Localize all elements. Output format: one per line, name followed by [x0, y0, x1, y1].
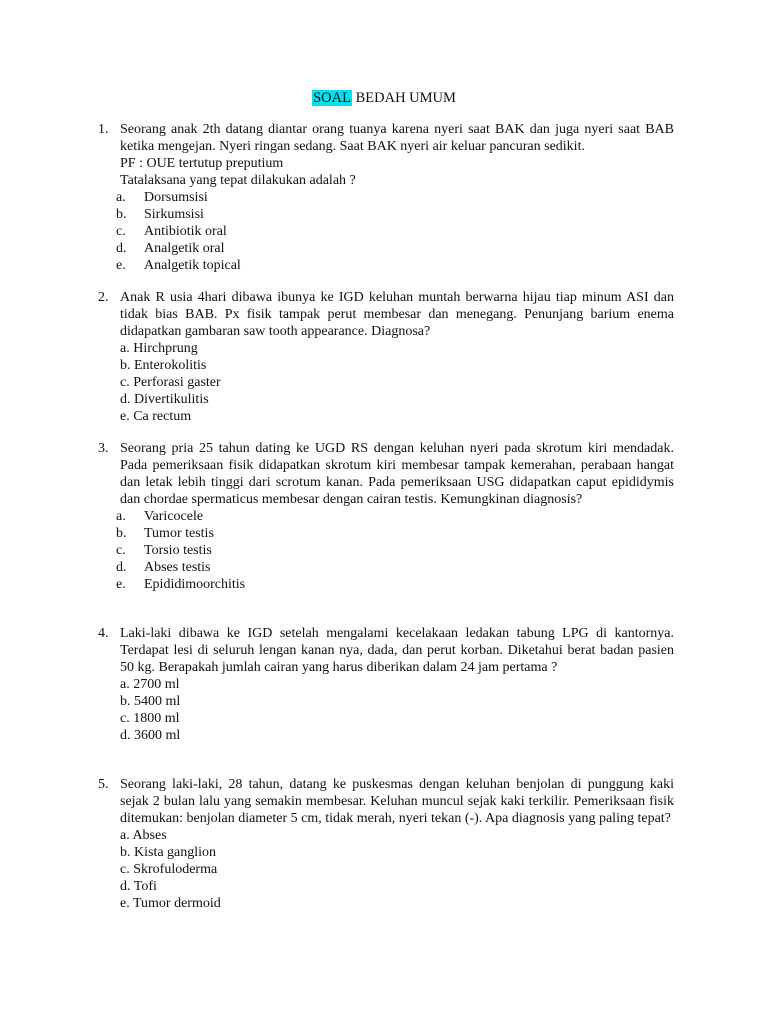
- title-highlight: SOAL: [313, 90, 351, 106]
- question-stem: Seorang laki-laki, 28 tahun, datang ke puskesmas dengan keluhan benjolan di punggung kaki sejak 2 bulan lalu yang semakin membesar. Keluhan muncul sejak kaki terkilir. Pemeriksaan fisik ditemukan: benjolan diameter 5 cm, tidak merah, nyeri tekan (-). Apa diagnosis yang paling tepat?: [120, 777, 674, 826]
- option-e: e. Epididimoorchitis: [116, 577, 246, 592]
- option-list: [120, 676, 674, 744]
- option-b: b. Tumor testis: [116, 526, 214, 541]
- option-b: b. 5400 ml: [120, 694, 181, 709]
- option-d: d. Analgetik oral: [116, 241, 225, 256]
- option-e: e. Tumor dermoid: [120, 896, 221, 911]
- question-stem-line: PF : OUE tertutup preputium: [120, 156, 284, 171]
- question-number: 1.: [98, 122, 109, 137]
- question-stem: Laki-laki dibawa ke IGD setelah mengalami kecelakaan ledakan tabung LPG di kantornya. Terdapat lesi di seluruh lengan kanan nya, dada, dan perut korban. Diketahui berat badan pasien 50 kg. Berapakah jumlah cairan yang harus diberikan dalam 24 jam pertama ?: [120, 626, 674, 675]
- option-c: c. 1800 ml: [120, 711, 180, 726]
- option-d: d. Tofi: [120, 879, 157, 894]
- option-d: d. Abses testis: [116, 560, 211, 575]
- page-title: [0, 89, 768, 107]
- option-list: [116, 189, 674, 274]
- option-c: c. Skrofuloderma: [120, 862, 218, 877]
- option-e: e. Ca rectum: [120, 409, 192, 424]
- option-e: e. Analgetik topical: [116, 258, 241, 273]
- option-a: a. Dorsumsisi: [116, 190, 208, 205]
- question-2: [98, 289, 674, 425]
- option-a: a. 2700 ml: [120, 677, 180, 692]
- option-c: c. Torsio testis: [116, 543, 212, 558]
- question-stem: Seorang pria 25 tahun dating ke UGD RS dengan keluhan nyeri pada skrotum kiri mendadak. Pada pemeriksaan fisik didapatkan skrotum kiri membesar tampak kemerahan, perabaan hangat dan letak lebih tinggi dari scrotum kanan. Pada pemeriksaan USG didapatkan caput epididymis dan chordae spermaticus membesar dengan cairan testis. Kemungkinan diagnosis?: [120, 441, 674, 507]
- question-1: [98, 121, 674, 274]
- option-list: [116, 508, 674, 593]
- option-c: c. Antibiotik oral: [116, 224, 227, 239]
- option-list: [120, 827, 674, 912]
- option-d: d. 3600 ml: [120, 728, 181, 743]
- option-a: a. Abses: [120, 828, 167, 843]
- option-b: b. Enterokolitis: [120, 358, 207, 373]
- question-stem: Anak R usia 4hari dibawa ibunya ke IGD keluhan muntah berwarna hijau tiap minum ASI dan tidak bias BAB. Px fisik tampak perut membesar dan menegang. Penunjang barium enema didapatkan gambaran saw tooth appearance. Diagnosa?: [120, 290, 674, 339]
- option-d: d. Divertikulitis: [120, 392, 209, 407]
- option-b: b. Kista ganglion: [120, 845, 217, 860]
- option-a: a. Hirchprung: [120, 341, 198, 356]
- question-number: 2.: [98, 290, 109, 305]
- option-b: b. Sirkumsisi: [116, 207, 204, 222]
- question-stem: Seorang anak 2th datang diantar orang tuanya karena nyeri saat BAK dan juga nyeri saat BAB ketika mengejan. Nyeri ringan sedang. Saat BAK nyeri air keluar pancuran sedikit.: [120, 122, 674, 154]
- question-number: 3.: [98, 441, 109, 456]
- question-prompt: Tatalaksana yang tepat dilakukan adalah ?: [120, 173, 356, 188]
- option-list: [120, 340, 674, 425]
- option-c: c. Perforasi gaster: [120, 375, 221, 390]
- option-a: a. Varicocele: [116, 509, 204, 524]
- title-rest: BEDAH UMUM: [355, 90, 456, 106]
- question-number: 5.: [98, 777, 109, 792]
- question-4: [98, 625, 674, 744]
- question-3: [98, 440, 674, 593]
- question-number: 4.: [98, 626, 109, 641]
- question-5: [98, 776, 674, 912]
